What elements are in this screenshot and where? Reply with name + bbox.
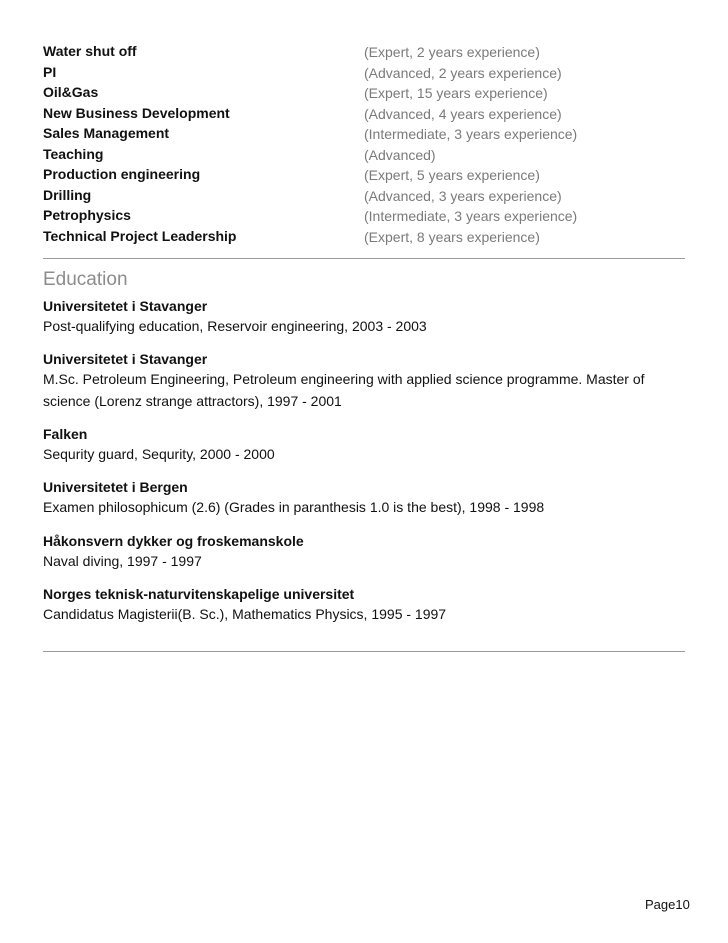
skill-row (43, 166, 685, 187)
skill-row (43, 84, 685, 105)
skill-name: Teaching (43, 145, 104, 162)
education-school: Universitetet i Stavanger (43, 351, 208, 367)
skill-row (43, 146, 685, 167)
skill-row (43, 43, 685, 64)
section-divider (43, 258, 685, 259)
skill-name: PI (43, 63, 57, 80)
skill-row (43, 105, 685, 126)
skill-level: (Expert, 5 years experience) (364, 167, 540, 183)
page-number: Page10 (645, 897, 690, 912)
education-detail: Post-qualifying education, Reservoir engineering, 2003 - 2003 (43, 318, 427, 334)
skill-name: Water shut off (43, 43, 137, 59)
skill-row (43, 228, 685, 249)
skill-name: Drilling (43, 186, 92, 203)
skill-name: Technical Project Leadership (43, 227, 237, 244)
skill-level: (Advanced) (364, 146, 436, 163)
education-school: Universitetet i Stavanger (43, 298, 208, 314)
education-school: Norges teknisk-naturvitenskapelige universitet (43, 586, 355, 602)
skill-level: (Advanced, 4 years experience) (364, 105, 562, 122)
skill-name: New Business Development (43, 104, 230, 121)
education-entry (43, 297, 683, 337)
education-detail: Examen philosophicum (2.6) (Grades in paranthesis 1.0 is the best), 1998 - 1998 (43, 499, 545, 515)
section-divider (43, 651, 685, 652)
skill-row (43, 207, 685, 228)
education-heading: Education (43, 269, 128, 290)
skill-level: (Intermediate, 3 years experience) (364, 208, 578, 224)
skill-name: Production engineering (43, 166, 201, 182)
education-entry (43, 350, 683, 412)
skill-level: (Expert, 2 years experience) (364, 44, 540, 60)
education-entry (43, 585, 683, 625)
skill-level: (Intermediate, 3 years experience) (364, 126, 578, 142)
skill-level: (Expert, 15 years experience) (364, 85, 548, 101)
skill-level: (Advanced, 2 years experience) (364, 64, 562, 81)
skill-row (43, 125, 685, 146)
skill-row (43, 64, 685, 85)
education-entry (43, 425, 683, 465)
skill-name: Oil&Gas (43, 84, 99, 100)
education-detail: Naval diving, 1997 - 1997 (43, 553, 202, 569)
education-entry (43, 532, 683, 572)
education-school: Falken (43, 426, 88, 442)
skill-name: Petrophysics (43, 207, 131, 223)
skill-row (43, 187, 685, 208)
skills-list (43, 43, 685, 248)
education-detail: Sequrity guard, Sequrity, 2000 - 2000 (43, 446, 275, 462)
education-school: Håkonsvern dykker og froskemanskole (43, 533, 304, 549)
skill-level: (Expert, 8 years experience) (364, 228, 540, 245)
skill-level: (Advanced, 3 years experience) (364, 187, 562, 204)
skill-name: Sales Management (43, 125, 170, 141)
education-entry (43, 478, 683, 518)
education-detail: M.Sc. Petroleum Engineering, Petroleum engineering with applied science programme. Master of science (Lorenz strange attractors), 1997 - 2001 (43, 371, 645, 409)
education-detail: Candidatus Magisterii(B. Sc.), Mathematics Physics, 1995 - 1997 (43, 606, 447, 622)
education-school: Universitetet i Bergen (43, 479, 188, 495)
